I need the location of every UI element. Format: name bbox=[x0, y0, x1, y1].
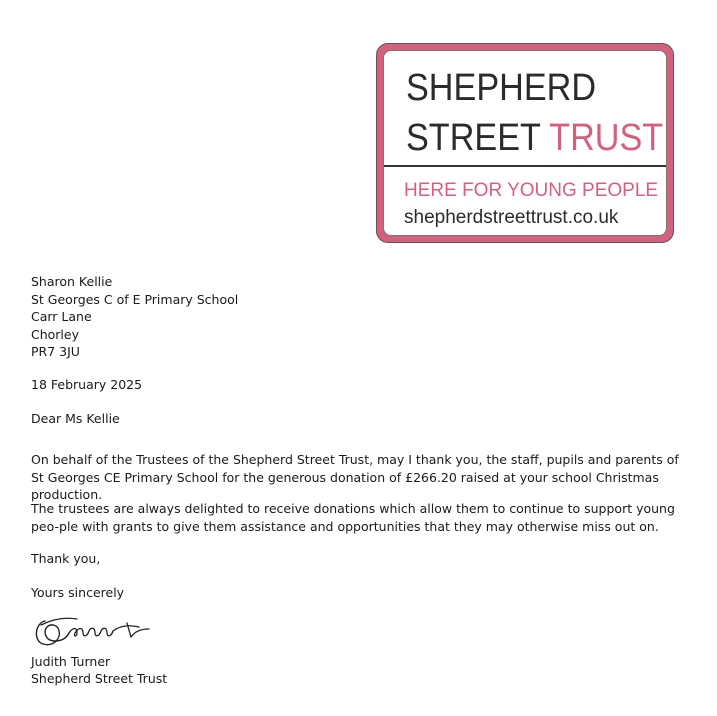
thanks-line: Thank you, bbox=[31, 551, 101, 566]
logo-panel bbox=[383, 50, 667, 236]
logo-title-line2 bbox=[406, 118, 663, 158]
letter-date: 18 February 2025 bbox=[31, 377, 143, 392]
address-line: Chorley bbox=[31, 326, 79, 342]
recipient-address bbox=[31, 273, 691, 361]
trust-logo bbox=[376, 43, 674, 243]
logo-website: shepherdstreettrust.co.uk bbox=[404, 207, 619, 228]
address-line: Sharon Kellie bbox=[31, 274, 113, 289]
address-line: St Georges C of E Primary School bbox=[31, 291, 239, 307]
address-line: PR7 3JU bbox=[31, 344, 80, 359]
logo-word-trust: TRUST bbox=[549, 117, 664, 159]
logo-divider bbox=[384, 165, 666, 167]
handwritten-signature bbox=[31, 611, 171, 651]
logo-word-street: STREET bbox=[406, 117, 541, 159]
closing-line: Yours sincerely bbox=[31, 585, 125, 600]
salutation: Dear Ms Kellie bbox=[31, 411, 120, 426]
address-line: Carr Lane bbox=[31, 309, 92, 324]
signatory-organisation: Shepherd Street Trust bbox=[31, 671, 168, 686]
logo-tagline: HERE FOR YOUNG PEOPLE bbox=[404, 180, 659, 201]
signatory-name: Judith Turner bbox=[31, 654, 111, 669]
body-paragraph-2: The trustees are always delighted to receive donations which allow them to continue to support young peo-ple with grants to give them assistance and opportunities that they may otherwise miss out on. bbox=[31, 501, 675, 534]
body-paragraph-1: On behalf of the Trustees of the Shepherd Street Trust, may I thank you, the staff, pupils and parents of St Georges CE Primary School for the generous donation of £266.20 raised at your school Christmas production. bbox=[31, 452, 679, 502]
logo-title-line1: SHEPHERD bbox=[406, 67, 597, 109]
